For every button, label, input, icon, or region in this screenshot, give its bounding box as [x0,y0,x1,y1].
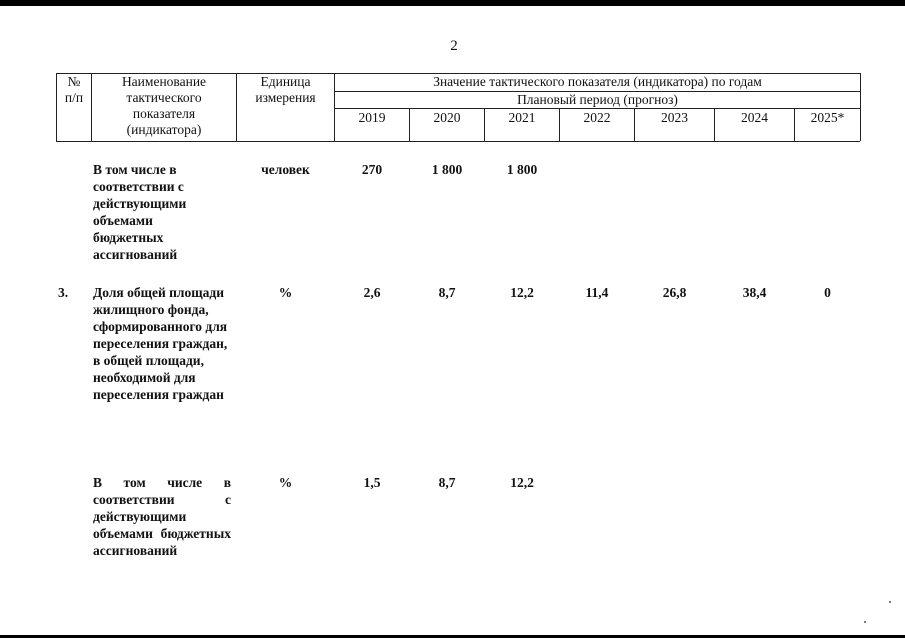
row-value-2020: 8,7 [438,475,456,490]
header-values-title: Значение тактического показателя (индикатора) по годам [433,74,762,89]
row-value-2019: 2,6 [363,285,381,300]
scan-speck [864,621,866,623]
scan-edge-top [0,0,905,6]
header-year-2020: 2020 [433,110,461,125]
header-number-col: № п/п [64,74,84,105]
page-number: 2 [450,38,458,54]
row-value-2020: 8,7 [438,285,456,300]
header-name-col: Наименование тактического показателя (индикатора) [121,74,207,137]
row-value-2023: 26,8 [662,285,687,300]
row-value-2025: 0 [824,285,831,300]
row-value-2021: 12,2 [510,285,534,300]
row-value-2019: 1,5 [363,475,381,490]
row-value-2020: 1 800 [431,162,463,177]
row-value-2019: 270 [361,162,383,177]
row-name: В том числе в соответствии с действующими объемами бюджетных ассигнований [93,475,231,558]
row-name: В том числе в соответствии с действующими объемами бюджетных ассигнований [93,162,187,262]
header-year-2024: 2024 [741,110,768,125]
header-year-2025: 2025* [810,110,845,125]
row-name: Доля общей площади жилищного фонда, сформированного для переселения граждан, в общей площади, необходимой для переселения граждан [93,285,228,402]
row-unit: человек [261,162,310,177]
row-unit: % [278,285,293,300]
scan-speck [889,601,891,603]
header-year-2023: 2023 [661,110,688,125]
row-value-2021: 12,2 [510,475,534,490]
header-planned-period: Плановый период (прогноз) [517,92,678,107]
row-value-2021: 1 800 [506,162,538,177]
header-unit-col: Единица измерения [255,74,316,105]
header-year-2022: 2022 [583,110,611,125]
scan-edge-bottom [0,635,905,638]
header-year-2019: 2019 [358,110,386,125]
row-unit: % [278,475,293,490]
row-value-2022: 11,4 [585,285,609,300]
row-number: 3. [58,285,69,300]
header-year-2021: 2021 [508,110,536,125]
row-value-2024: 38,4 [742,285,767,300]
